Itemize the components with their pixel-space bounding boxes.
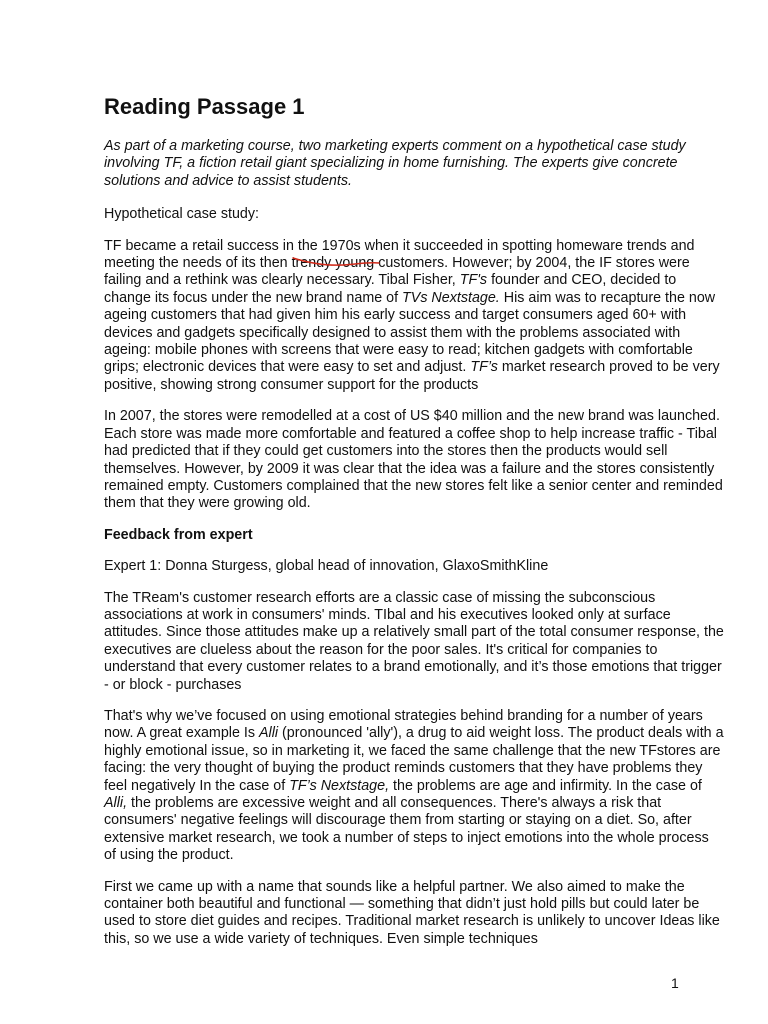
paragraph-5: First we came up with a name that sounds like a helpful partner. We also aimed to make the container both beautiful and functional — something that didn’t just hold pills but could later be used to store diet guides and recipes. Traditional market research is unlikely to uncover Ideas like this, so we use a wide variety of techniques. Even simple techniques (104, 878, 720, 947)
paragraph-3: The TReam's customer research efforts are a classic case of missing the subconscious associations at work in consumers' minds. TIbal and his executives looked only at surface attitudes. Since those attitudes make up a relatively small part of the total consumer response, the executives are clueless about the reason for the poor sales. It's critical for companies to understand that every customer relates to a brand emotionally, and it’s those emotions that trigger - or block - purchases (104, 589, 724, 693)
passage-body (104, 138, 724, 962)
paragraph-1-text-c: founder and CEO, decided to change its focus under the new brand name of (104, 272, 677, 306)
paragraph-1-text-a: TF became a retail success in the 1970s when it succeeded in spotting homeware trends and meeting the needs of its then trendy young customers. However; by 2004, the IF stores were failing and a rethink was clearly necessary. Tibal Fisher, (104, 237, 695, 289)
paragraph-4 (104, 708, 724, 865)
case-study-label: Hypothetical case study: (104, 206, 259, 223)
paragraph-1-text-e: His aim was to recapture the now ageing customers that had given him his early success and target consumers aged 60+ with devices and gadgets specifically designed to assist them with the problems associated with ageing: mobile phones with screens that were easy to read; kitchen gadgets with comfortable grips; electronic devices that were easy to set and adjust. (104, 289, 716, 376)
paragraph-4-alli-2: Alli, (104, 795, 128, 811)
paragraph-4-text-a: That's why we’ve focused on using emotional strategies behind branding for a number of years now. A great example Is (104, 707, 703, 742)
paragraph-2: In 2007, the stores were remodelled at a cost of US $40 million and the new brand was launched. Each store was made more comfortable and featured a coffee shop to help increase traffic - Tibal had predicted that if they could get customers into the stores then the products would sell themselves. However, by 2009 it was clear that the idea was a failure and the stores consistently remained empty. Customers complained that the new stores felt like a senior center and reminded them that they were growing old. (104, 408, 723, 512)
paragraph-1-brand-name: TVs Nextstage. (402, 289, 500, 306)
paragraph-1 (104, 238, 724, 395)
intro-paragraph: As part of a marketing course, two marketing experts comment on a hypothetical case study involving TF, a fiction retail giant specializing in home furnishing. The experts give concrete solutions and advice to assist students. (104, 138, 686, 189)
paragraph-4-alli: Alli (258, 725, 279, 742)
expert-1-line: Expert 1: Donna Sturgess, global head of innovation, GlaxoSmithKline (104, 558, 549, 575)
paragraph-1-text-g: market research proved to be very positive, showing strong consumer support for the products (104, 359, 720, 393)
feedback-heading: Feedback from expert (104, 526, 253, 543)
paragraph-4-text-e: the problems are age and infirmity. In the case of (389, 777, 702, 794)
paragraph-4-text-g: the problems are excessive weight and all consequences. There's always a risk that consumers' negative feelings will discourage them from starting or staying on a diet. So, after extensive market research, we took a number of steps to inject emotions into the whole process of using the product. (104, 795, 709, 864)
paragraph-4-text-c: (pronounced 'ally'), a drug to aid weight loss. The product deals with a highly emotional issue, so in marketing it, we faced the same challenge that the new TFstores are facing: the very thought of buying the product reminds customers that they have problems they feel negatively In the case of (104, 725, 724, 794)
paragraph-4-nextstage: TF’s Nextstage, (289, 777, 390, 794)
page-number: 1 (671, 975, 679, 991)
page-title: Reading Passage 1 (104, 94, 305, 119)
handwritten-underline-mark (291, 254, 381, 268)
paragraph-1-text-f: TF’s (470, 359, 498, 376)
paragraph-1-text-b: TF's (459, 272, 488, 289)
